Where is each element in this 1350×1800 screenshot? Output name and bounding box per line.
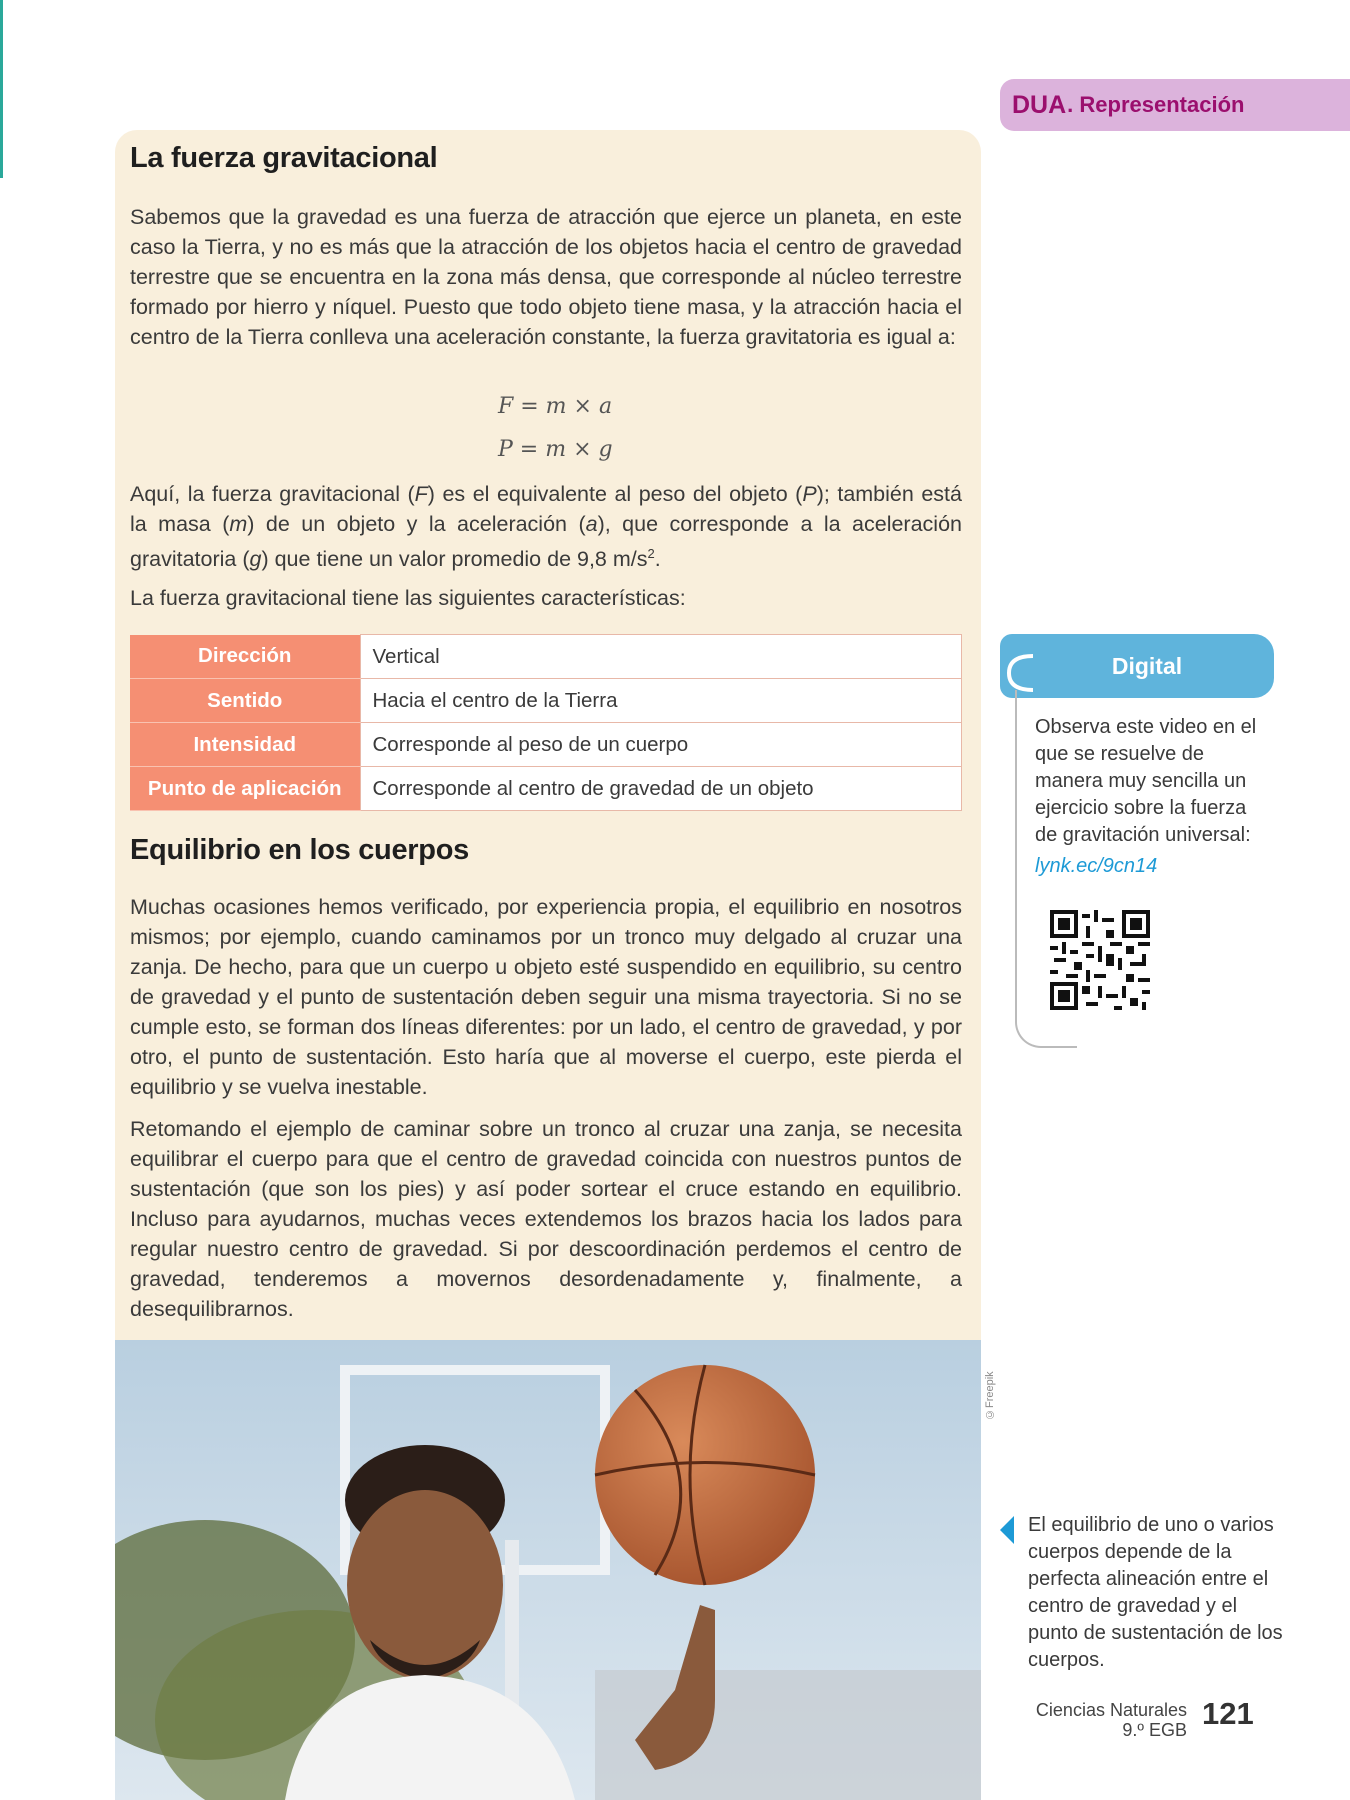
qr-code-icon[interactable] [1050, 910, 1150, 1010]
table-row [130, 723, 962, 767]
section-title-equilibrium: Equilibrio en los cuerpos [130, 834, 469, 866]
table-value: Hacia el centro de la Tierra [360, 679, 962, 723]
formula-force: F = m × a [498, 394, 613, 419]
var-m: m [229, 512, 248, 536]
paragraph-characteristics-lead: La fuerza gravitacional tiene las siguientes características: [130, 586, 686, 610]
formula-weight: P = m × g [498, 437, 613, 462]
footer-subject [1036, 1700, 1187, 1740]
table-value: Vertical [360, 635, 962, 679]
basketball-photo [115, 1340, 981, 1800]
table-key: Dirección [130, 635, 360, 679]
var-a: a [585, 512, 598, 536]
superscript: 2 [647, 546, 655, 561]
text-run: ), que corresponde a la aceleración gravitatoria ( [130, 512, 962, 572]
var-P: P [802, 482, 817, 506]
text-run: . [654, 547, 661, 572]
table-row [130, 679, 962, 723]
table-row [130, 635, 962, 679]
text-run: Aquí, la fuerza gravitacional ( [130, 482, 415, 506]
caption-arrow-icon [1000, 1516, 1014, 1544]
characteristics-table [130, 634, 962, 811]
paragraph-gravity-intro: Sabemos que la gravedad es una fuerza de atracción que ejerce un planeta, en este caso la Tierra, y no es más que la atracción de los objetos hacia el centro de gravedad terrestre que se encuentra en la zona más densa, que corresponde al núcleo terrestre formado por hierro y níquel. Puesto que todo objeto tiene masa, y la atracción hacia el centro de la Tierra conlleva una aceleración constante, la fuerza gravitatoria es igual a: [130, 205, 962, 349]
paragraph-equilibrium-2: Retomando el ejemplo de caminar sobre un tronco al cruzar una zanja, se necesita equilibrar el cuerpo para que el centro de gravedad coincida con nuestros puntos de sustentación (que son los pies) y así poder sortear el cruce estando en equilibrio. Incluso para ayudarnos, muchas veces extendemos los brazos hacia los lados para regular nuestro centro de gravedad. Si por descoordinación perdemos el centro de gravedad, tenderemos a movernos desordenadamente y, finalmente, a desequilibrarnos. [130, 1117, 962, 1321]
dua-subtitle: . Representación [1067, 92, 1245, 117]
digital-label: Digital [1111, 652, 1183, 679]
table-key: Punto de aplicación [130, 767, 360, 811]
paragraph-variables [130, 479, 962, 574]
text-run: ) que tiene un valor promedio de 9,8 m/s [261, 547, 648, 572]
table-value: Corresponde al centro de gravedad de un objeto [360, 767, 962, 811]
page-edge-accent [0, 0, 3, 178]
dua-tag [1000, 79, 1350, 131]
photo-illustration [115, 1340, 981, 1800]
photo-credit: ©Freepik [984, 1371, 996, 1420]
table-key: Intensidad [130, 723, 360, 767]
footer-subject-name: Ciencias Naturales [1035, 1700, 1187, 1720]
var-g: g [249, 547, 262, 572]
digital-tab [1000, 634, 1274, 698]
dua-label: DUA [1012, 90, 1067, 119]
table-value: Corresponde al peso de un cuerpo [360, 723, 962, 767]
photo-caption: El equilibrio de uno o varios cuerpos depende de la perfecta alineación entre el centro de gravedad y el punto de sustentación de los cuerpos. [1028, 1514, 1283, 1671]
video-link[interactable]: lynk.ec/9cn14 [1035, 855, 1158, 877]
text-run: ) de un objeto y la aceleración ( [247, 512, 586, 536]
table-row [130, 767, 962, 811]
text-run: ) es el equivalente al peso del objeto ( [427, 482, 803, 506]
paragraph-equilibrium-1: Muchas ocasiones hemos verificado, por experiencia propia, el equilibrio en nosotros mismos; por ejemplo, cuando caminamos por un tronco muy delgado al cruzar una zanja. De hecho, para que un cuerpo u objeto esté suspendido en equilibrio, su centro de gravedad y el punto de sustentación deben seguir una misma trayectoria. Si no se cumple esto, se forman dos líneas diferentes: por un lado, el centro de gravedad, y por otro, el punto de sustentación. Esto haría que al moverse el cuerpo, este pierda el equilibrio y se vuelva inestable. [130, 895, 962, 1099]
section-title-gravitational-force: La fuerza gravitacional [130, 142, 438, 174]
text-run: ); también está la masa ( [130, 482, 962, 536]
footer-grade: 9.º EGB [1122, 1720, 1187, 1740]
table-key: Sentido [130, 679, 360, 723]
var-F: F [414, 482, 428, 506]
page-number: 121 [1202, 1696, 1254, 1731]
digital-description: Observa este video en el que se resuelve de manera muy sencilla un ejercicio sobre la fuerza de gravitación universal: [1035, 716, 1257, 846]
